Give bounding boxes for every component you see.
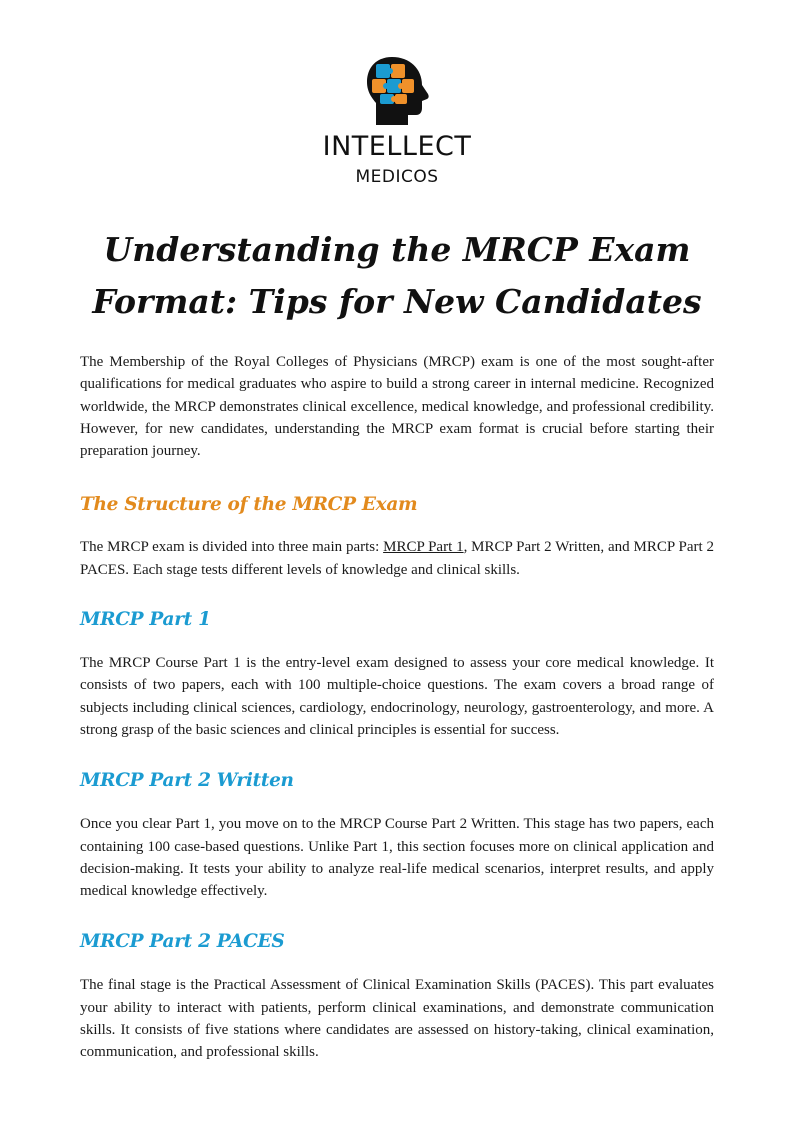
structure-paragraph xyxy=(80,536,714,581)
part2-written-paragraph: Once you clear Part 1, you move on to the MRCP Course Part 2 Written. This stage has two papers, each containing 100 case-based questions. Unlike Part 1, this section focuses more on clinical application and decision-making. It tests your ability to analyze real-life medical scenarios, interpret results, and apply medical knowledge effectively. xyxy=(80,816,714,900)
part1-paragraph: The MRCP Course Part 1 is the entry-level exam designed to assess your core medical knowledge. It consists of two papers, each with 100 multiple-choice questions. The exam covers a broad range of subjects including clinical sciences, cardiology, endocrinology, neurology, gastroenterology, and more. A strong grasp of the basic sciences and clinical principles is essential for success. xyxy=(80,655,714,738)
page-title xyxy=(60,224,734,328)
part1-heading: MRCP Part 1 xyxy=(80,609,211,631)
brain-puzzle-head-icon xyxy=(362,55,432,127)
structure-text-before: The MRCP exam is divided into three main parts: xyxy=(80,539,384,556)
logo-subtitle: MEDICOS xyxy=(355,167,439,187)
title-line-1: Understanding the MRCP Exam xyxy=(103,230,691,269)
part2-written-heading: MRCP Part 2 Written xyxy=(80,770,294,792)
part2-paces-paragraph: The final stage is the Practical Assessment of Clinical Examination Skills (PACES). This part evaluates your ability to interact with patients, perform clinical examinations, and demonstrate communication skills. It consists of five stations where candidates are assessed on history-taking, clinical examination, communication, and professional skills. xyxy=(80,977,714,1061)
article-body xyxy=(80,351,714,1064)
mrcp-part-1-link[interactable]: MRCP Part 1 xyxy=(383,539,464,556)
intro-paragraph: The Membership of the Royal Colleges of Physicians (MRCP) exam is one of the most sought-after qualifications for medical graduates who aspire to build a strong career in internal medicine. Recognized worldwide, the MRCP demonstrates clinical excellence, medical knowledge, and professional credibility. However, for new candidates, understanding the MRCP exam format is crucial before starting their preparation journey. xyxy=(80,354,714,460)
structure-text-after: , MRCP Part 2 Written, and MRCP Part 2 PACES. Each stage tests different levels of knowledge and clinical skills. xyxy=(80,539,714,578)
logo xyxy=(0,55,794,187)
logo-name: INTELLECT xyxy=(322,131,472,162)
part2-paces-heading: MRCP Part 2 PACES xyxy=(80,931,285,953)
title-line-2: Format: Tips for New Candidates xyxy=(92,282,702,321)
structure-heading: The Structure of the MRCP Exam xyxy=(80,494,418,516)
